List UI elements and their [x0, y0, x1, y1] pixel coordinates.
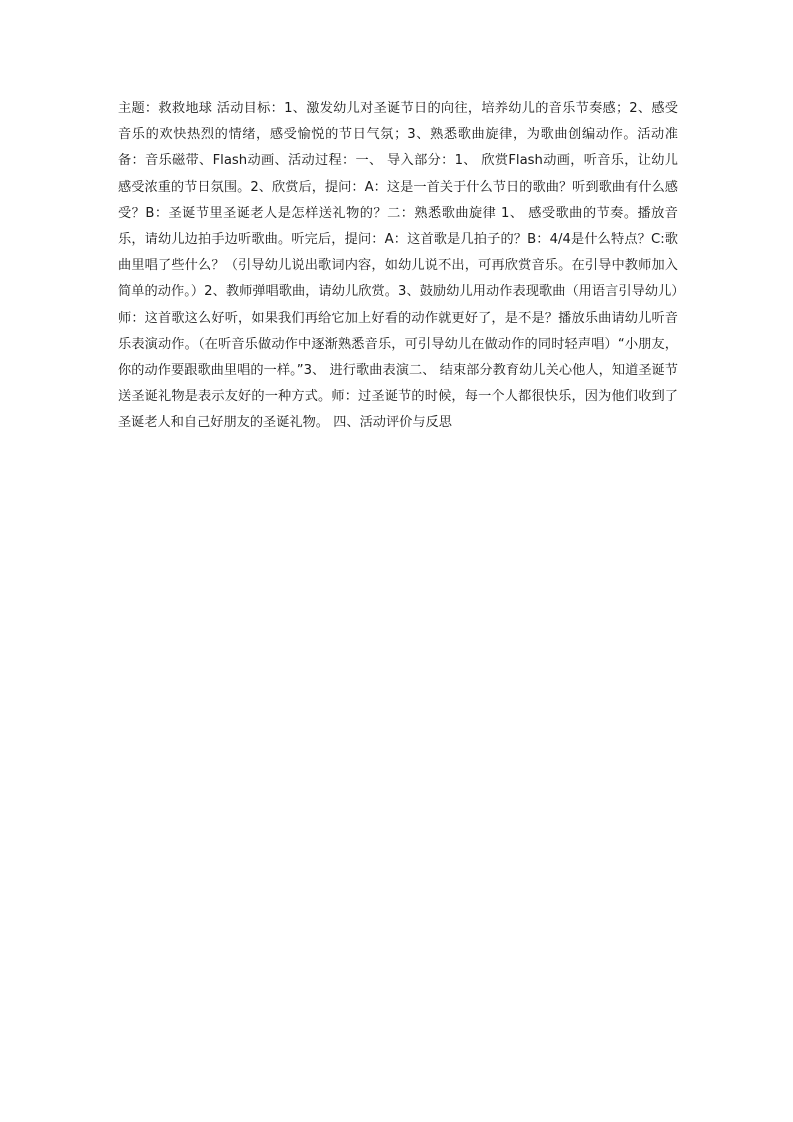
lesson-plan-paragraph: 主题：救救地球 活动目标：1、激发幼儿对圣诞节日的向往，培养幼儿的音乐节奏感；2、感受音乐的欢快热烈的情绪，感受愉悦的节日气氛；3、熟悉歌曲旋律，为歌曲创编动作。活动准备：音乐磁带、Flash动画、活动过程：一、 导入部分：1、 欣赏Flash动画，听音乐，让幼儿感受浓重的节日氛围。2、欣赏后，提问：A：这是一首关于什么节日的歌曲？听到歌曲有什么感受？B：圣诞节里圣诞老人是怎样送礼物的？二：熟悉歌曲旋律 1、 感受歌曲的节奏。播放音乐，请幼儿边拍手边听歌曲。听完后，提问：A：这首歌是几拍子的？B：4/4是什么特点？C:歌曲里唱了些什么？（引导幼儿说出歌词内容，如幼儿说不出，可再欣赏音乐。在引导中教师加入简单的动作。）2、教师弹唱歌曲，请幼儿欣赏。3、鼓励幼儿用动作表现歌曲（用语言引导幼儿）师：这首歌这么好听，如果我们再给它加上好看的动作就更好了，是不是？播放乐曲请幼儿听音乐表演动作。（在听音乐做动作中逐渐熟悉音乐，可引导幼儿在做动作的同时轻声唱）“小朋友，你的动作要跟歌曲里唱的一样。”3、 进行歌曲表演二、 结束部分教育幼儿关心他人，知道圣诞节送圣诞礼物是表示友好的一种方式。师：过圣诞节的时候，每一个人都很快乐，因为他们收到了圣诞老人和自己好朋友的圣诞礼物。 四、活动评价与反思 — [118, 101, 678, 431]
